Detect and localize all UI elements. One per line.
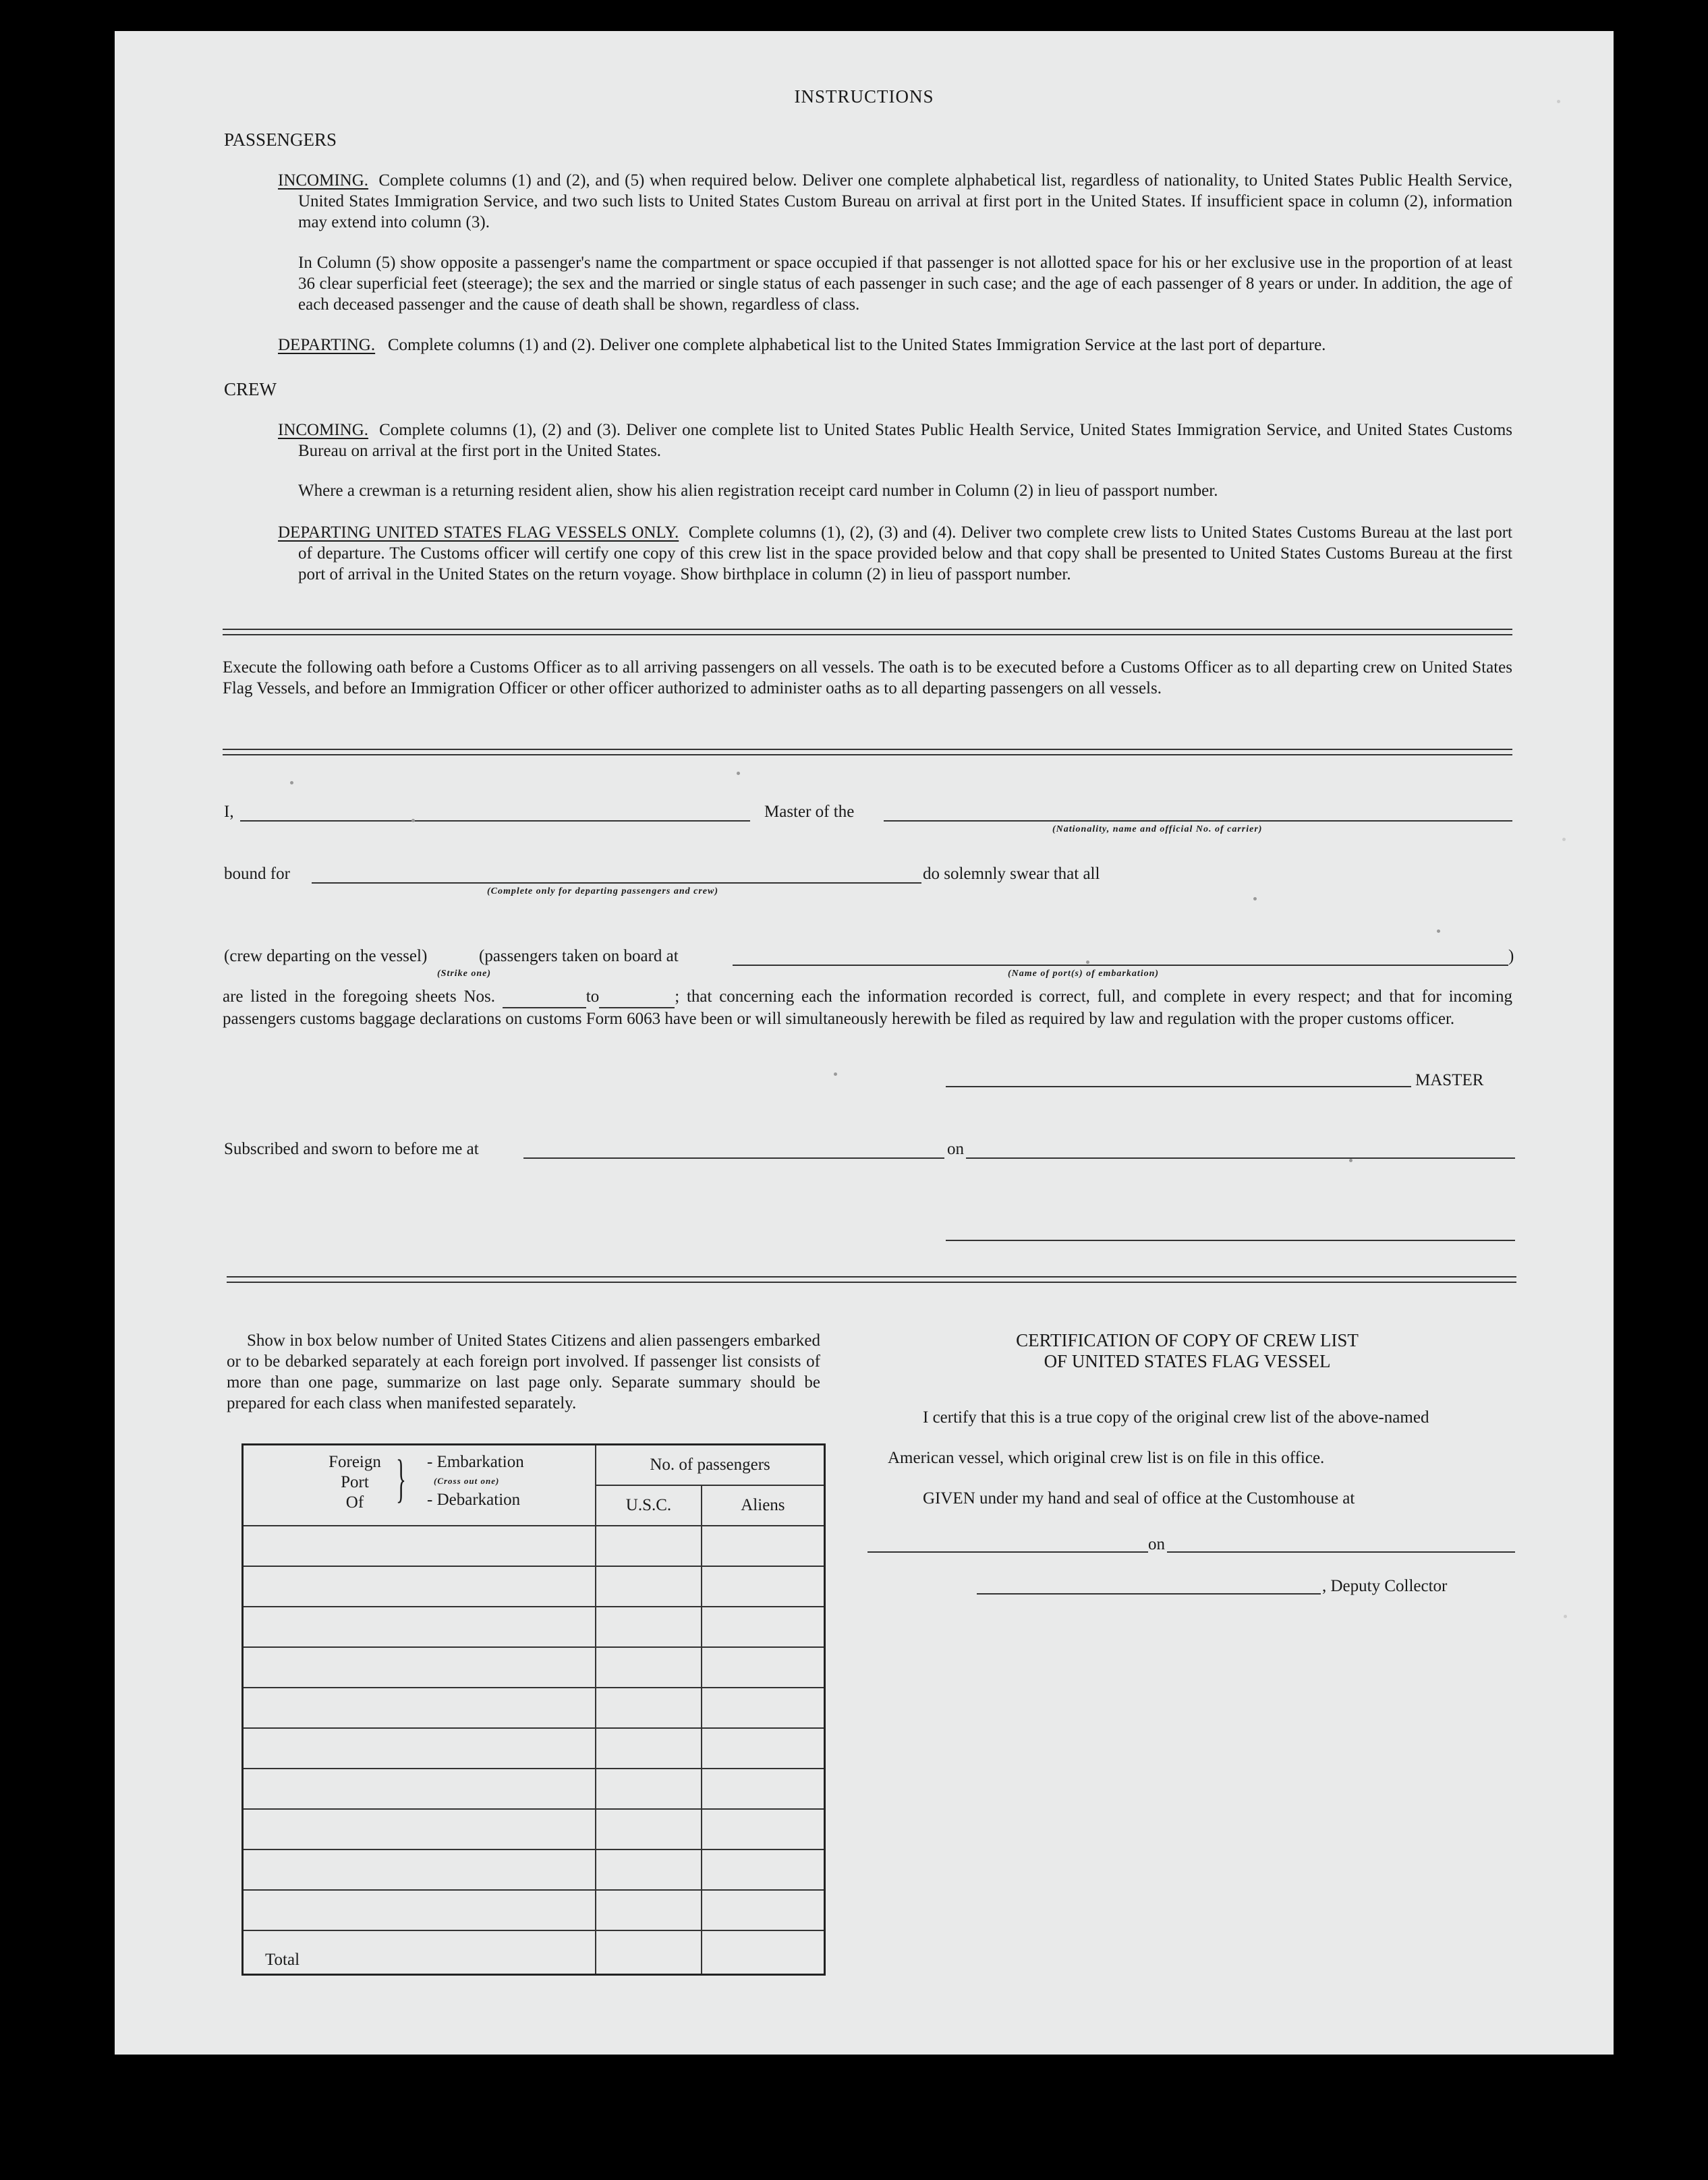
usc-cell[interactable] [596, 1809, 702, 1849]
summary-instructions: Show in box below number of United States Citizens and alien passengers embarked or to be debarked separately at each foreign port involved. If passenger list consists of more than one page, summarize on last page only. Separate summary should be prepared for each class when manifested separately. [227, 1331, 820, 1412]
col-port: Port [341, 1473, 369, 1491]
passengers-departing-text: Complete columns (1) and (2). Deliver one complete alphabetical list to the United States Immigration Service at the last port of departure. [387, 336, 1326, 354]
aliens-total-cell[interactable] [702, 1930, 825, 1975]
aliens-cell[interactable] [702, 1769, 825, 1809]
certification-line1: I certify that this is a true copy of the original crew list of the above-named [923, 1408, 1429, 1427]
bound-for-field[interactable] [312, 882, 921, 884]
usc-cell[interactable] [596, 1890, 702, 1930]
col-of: Of [345, 1493, 364, 1512]
cross-out-caption: (Cross out one) [434, 1476, 500, 1486]
port-cell[interactable] [243, 1647, 596, 1688]
crew-heading: CREW [224, 379, 277, 399]
crew-departing-paragraph [278, 522, 1512, 585]
foreign-port-header [243, 1445, 596, 1526]
passengers-incoming-text: Complete columns (1) and (2), and (5) when required below. Deliver one complete alphabetical list, regardless of nationality, to United States Public Health Service, United States Immigration Service, and two such lists to United States Custom Bureau on arrival at first port in the United States. If insufficient space in column (2), information may extend into column (3). [298, 171, 1513, 231]
crew-departing-text: Complete columns (1), (2), (3) and (4). Deliver two complete crew lists to United States Customs Bureau at the last port of departure. The Customs officer will certify one copy of this crew list in the space provided below and that copy shall be presented to United States Customs Bureau at the first port of arrival in the United States on the return voyage. Show birthplace in column (2) in lieu of passport number. [298, 523, 1512, 583]
crew-departing-option[interactable]: (crew departing on the vessel) [224, 947, 428, 965]
divider-1 [223, 629, 1512, 635]
certification-title-line2: OF UNITED STATES FLAG VESSEL [1044, 1351, 1331, 1371]
usc-cell[interactable] [596, 1607, 702, 1647]
port-cell[interactable] [243, 1526, 596, 1566]
crew-incoming-text: Complete columns (1), (2) and (3). Deliver one complete list to United States Public Health Service, United States Immigration Service, and United States Customs Bureau on arrival at the first port in the United States. [298, 421, 1513, 460]
port-cell[interactable] [243, 1890, 596, 1930]
certification-title-line1: CERTIFICATION OF COPY OF CREW LIST [1016, 1330, 1359, 1350]
scan-speck [1437, 929, 1440, 933]
port-cell[interactable] [243, 1809, 596, 1849]
brace-glyph: } [396, 1449, 406, 1508]
port-cell[interactable] [243, 1728, 596, 1769]
aliens-cell[interactable] [702, 1607, 825, 1647]
col-foreign: Foreign [329, 1453, 381, 1471]
close-paren: ) [1508, 947, 1514, 965]
passengers-taken-option[interactable]: (passengers taken on board at [479, 947, 679, 965]
port-cell[interactable] [243, 1688, 596, 1728]
oath-intro: Execute the following oath before a Customs Officer as to all arriving passengers on all vessels. The oath is to be executed before a Customs Officer as to all departing crew on United States Flag Vessels, and before an Immigration Officer or other officer authorized to administer oaths as to all departing passengers on all vessels. [223, 658, 1512, 697]
scan-speck [1086, 960, 1089, 964]
border-speck [1562, 838, 1566, 841]
usc-total-cell[interactable] [596, 1930, 702, 1975]
aliens-cell[interactable] [702, 1849, 825, 1890]
aliens-header: Aliens [702, 1485, 825, 1526]
nationality-caption: (Nationality, name and official No. of carrier) [1052, 824, 1263, 834]
ports-caption: (Name of port(s) of embarkation) [1008, 969, 1160, 979]
subscribed-date-field[interactable] [966, 1157, 1515, 1159]
listed-intro: are listed in the foregoing sheets Nos. [223, 987, 496, 1006]
deputy-signature-field[interactable] [977, 1593, 1321, 1595]
customhouse-field[interactable] [867, 1551, 1148, 1553]
port-cell[interactable] [243, 1566, 596, 1607]
certification-title [857, 1330, 1518, 1372]
form-page [115, 31, 1614, 2055]
usc-header: U.S.C. [596, 1485, 702, 1526]
certification-line2: American vessel, which original crew list is on file in this office. [888, 1449, 1325, 1467]
bound-for-label: bound for [224, 865, 290, 883]
usc-cell[interactable] [596, 1849, 702, 1890]
divider-3 [227, 1276, 1516, 1283]
aliens-cell[interactable] [702, 1688, 825, 1728]
port-cell[interactable] [243, 1849, 596, 1890]
divider-2 [223, 749, 1512, 755]
aliens-cell[interactable] [702, 1890, 825, 1930]
complete-only-caption: (Complete only for departing passengers and crew) [487, 886, 718, 896]
deputy-collector-label: , Deputy Collector [1322, 1577, 1448, 1595]
usc-cell[interactable] [596, 1566, 702, 1607]
certification-line3: GIVEN under my hand and seal of office at the Customhouse at [923, 1489, 1355, 1508]
aliens-cell[interactable] [702, 1728, 825, 1769]
usc-cell[interactable] [596, 1526, 702, 1566]
aliens-cell[interactable] [702, 1809, 825, 1849]
officer-signature-field[interactable] [946, 1240, 1515, 1241]
oath-i-label: I, [224, 803, 234, 821]
aliens-cell[interactable] [702, 1526, 825, 1566]
master-of-the-label: Master of the [764, 803, 855, 821]
listed-to: to [586, 987, 600, 1006]
scan-speck [1253, 897, 1257, 900]
sheet-to-field[interactable] [599, 986, 675, 1008]
master-name-field[interactable] [240, 820, 750, 822]
crew-incoming-label: INCOMING. [278, 421, 369, 439]
embarkation-label: - Embarkation [427, 1453, 524, 1471]
passengers-column5-paragraph: In Column (5) show opposite a passenger's name the compartment or space occupied if that passenger is not allotted space for his or her exclusive use in the proportion of at least 36 clear superficial feet (steerage); the sex and the married or single status of each passenger in such case; and the age of each passenger of 8 years or under. In addition, the age of each deceased passenger and the cause of death shall be shown, regardless of class. [298, 254, 1512, 314]
scan-speck [1349, 1159, 1353, 1162]
certification-on-label: on [1148, 1535, 1165, 1553]
passengers-incoming-label: INCOMING. [278, 171, 369, 190]
usc-cell[interactable] [596, 1728, 702, 1769]
master-signature-field[interactable] [946, 1086, 1411, 1087]
listed-paragraph [223, 986, 1512, 1029]
total-label: Total [243, 1930, 596, 1975]
carrier-field[interactable] [884, 820, 1512, 822]
crew-departing-label: DEPARTING UNITED STATES FLAG VESSELS ONLY. [278, 523, 679, 542]
passengers-departing-label: DEPARTING. [278, 336, 376, 354]
passenger-summary-table [241, 1443, 826, 1976]
scan-speck [290, 781, 293, 784]
passengers-heading: PASSENGERS [224, 130, 337, 150]
no-passengers-header: No. of passengers [596, 1445, 824, 1485]
scan-speck [737, 772, 740, 775]
border-speck [1557, 100, 1560, 103]
debarkation-label: - Debarkation [427, 1491, 521, 1509]
passengers-incoming-paragraph [278, 170, 1512, 233]
listed-body: ; that concerning each the information recorded is correct, full, and complete in every respect; and that for incoming passengers customs baggage declarations on customs Form 6063 have been or will simultaneously herewith be filed as required by law and regulation with the proper customs officer. [223, 987, 1512, 1028]
embarkation-ports-field[interactable] [733, 965, 1508, 966]
subscribed-on-label: on [947, 1140, 964, 1158]
passengers-departing-paragraph [278, 335, 1512, 355]
aliens-cell[interactable] [702, 1647, 825, 1688]
subscribed-place-field[interactable] [523, 1157, 944, 1159]
master-signature-label: MASTER [1415, 1071, 1484, 1089]
scan-speck [411, 819, 415, 822]
strike-one-caption: (Strike one) [437, 969, 492, 979]
crew-resident-paragraph: Where a crewman is a returning resident alien, show his alien registration receipt card number in Column (2) in lieu of passport number. [298, 482, 1218, 500]
do-swear-label: do solemnly swear that all [923, 865, 1100, 883]
border-speck [1564, 1615, 1567, 1618]
aliens-cell[interactable] [702, 1566, 825, 1607]
subscribed-label: Subscribed and sworn to before me at [224, 1140, 479, 1158]
usc-cell[interactable] [596, 1688, 702, 1728]
usc-cell[interactable] [596, 1769, 702, 1809]
port-cell[interactable] [243, 1607, 596, 1647]
sheet-from-field[interactable] [503, 986, 586, 1008]
crew-incoming-paragraph [278, 420, 1512, 461]
usc-cell[interactable] [596, 1647, 702, 1688]
port-cell[interactable] [243, 1769, 596, 1809]
instructions-title: INSTRUCTIONS [794, 86, 934, 107]
certification-date-field[interactable] [1167, 1551, 1515, 1553]
scan-speck [834, 1072, 837, 1076]
